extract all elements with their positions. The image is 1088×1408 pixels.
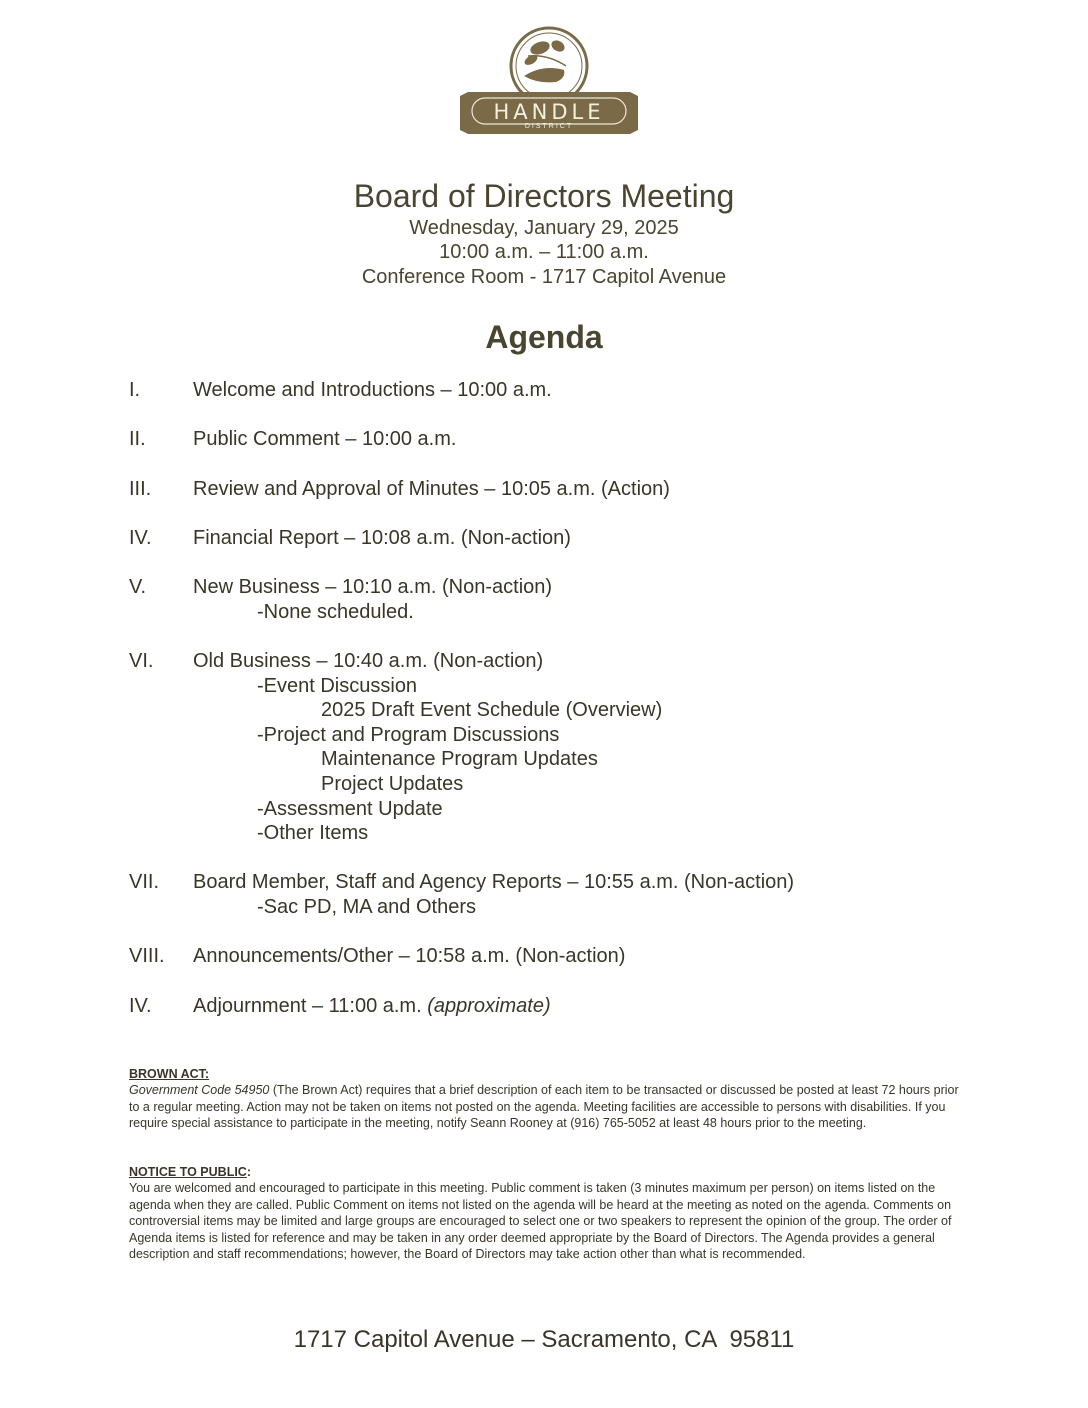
item-text: Financial Report – 10:08 a.m. (Non-action) [193, 526, 571, 549]
handle-district-logo [458, 26, 640, 138]
agenda-item [129, 649, 1029, 846]
agenda-list [129, 378, 1029, 1043]
item-text: Review and Approval of Minutes – 10:05 a.m. (Action) [193, 477, 670, 500]
item-number: IV. [129, 526, 152, 549]
meeting-title: Board of Directors Meeting [353, 178, 735, 214]
sub-item: -Other Items [257, 822, 369, 845]
item-number: VIII. [129, 945, 165, 968]
agenda-item [129, 526, 1029, 551]
brown-act-notice [129, 1066, 959, 1132]
meeting-location: Conference Room - 1717 Capitol Avenue [361, 266, 727, 288]
agenda-item [129, 378, 1029, 403]
brown-act-body [129, 1082, 959, 1131]
brown-act-text: (The Brown Act) requires that a brief description of each item to be transacted or discussed be posted at least 72 hours prior to a regular meeting. Action may not be taken on items not posted on the agenda. Meeting facilities are accessible to persons with disabilities. If you require special assistance to participate in the meeting, notify Seann Rooney at (916) 765-5052 at least 48 hours prior to the meeting. [129, 1083, 959, 1131]
meeting-time: 10:00 a.m. – 11:00 a.m. [439, 241, 649, 263]
item-text: Old Business – 10:40 a.m. (Non-action) [193, 650, 544, 672]
item-text: Adjournment – 11:00 a.m. [193, 994, 428, 1017]
agenda-item [129, 477, 1029, 502]
agenda-item [129, 575, 1029, 624]
government-code: Government Code 54950 [129, 1083, 270, 1098]
sub-item: -Event Discussion [257, 674, 418, 697]
agenda-item [129, 427, 1029, 452]
heading-colon: : [246, 1165, 252, 1179]
footer-address: 1717 Capitol Avenue – Sacramento, CA 95811 [293, 1326, 795, 1353]
item-text: Announcements/Other – 10:58 a.m. (Non-action) [193, 945, 626, 968]
sub-item: -None scheduled. [257, 600, 414, 623]
item-text: Public Comment – 10:00 a.m. [193, 428, 457, 451]
sub-item: -Assessment Update [257, 797, 443, 820]
meeting-date: Wednesday, January 29, 2025 [409, 217, 679, 239]
brown-act-heading: BROWN ACT: [129, 1067, 210, 1081]
item-number: VII. [129, 871, 160, 894]
sub-item: -Sac PD, MA and Others [257, 896, 476, 919]
item-number: VI. [129, 650, 154, 672]
item-number: V. [129, 576, 147, 599]
item-number: I. [129, 379, 141, 401]
item-number: IV. [129, 994, 152, 1017]
agenda-item [129, 870, 1029, 919]
agenda-item [129, 944, 1029, 969]
public-notice [129, 1164, 959, 1262]
item-number: II. [129, 428, 146, 451]
agenda-heading: Agenda [485, 319, 603, 355]
item-text: Welcome and Introductions – 10:00 a.m. [193, 379, 552, 401]
logo-name: HANDLE [493, 100, 605, 124]
sub-sub-item: Maintenance Program Updates [321, 748, 598, 771]
agenda-item [129, 994, 1029, 1019]
item-text: Board Member, Staff and Agency Reports – 10:55 a.m. (Non-action) [193, 871, 795, 894]
item-note: (approximate) [427, 994, 551, 1017]
item-number: III. [129, 477, 152, 500]
public-notice-heading: NOTICE TO PUBLIC [129, 1165, 247, 1179]
logo-subname: DISTRICT [524, 123, 574, 130]
public-notice-body: You are welcomed and encouraged to participate in this meeting. Public comment is taken (3 minutes maximum per person) on items listed on the agenda when they are called. Public Comment on items not listed on the agenda will be heard at the meeting as noted on the agenda. Comments on controversial items may be limited and large groups are encouraged to select one or two speakers to represent the opinion of the group. The order of Agenda items is listed for reference and may be taken in any order deemed appropriate by the Board of Directors. The Agenda provides a general description and staff recommendations; however, the Board of Directors may take action other than what is recommended. [129, 1181, 952, 1262]
sub-sub-item: 2025 Draft Event Schedule (Overview) [321, 699, 663, 722]
item-text: New Business – 10:10 a.m. (Non-action) [193, 576, 553, 599]
sub-item: -Project and Program Discussions [257, 723, 560, 746]
sub-sub-item: Project Updates [321, 772, 464, 795]
